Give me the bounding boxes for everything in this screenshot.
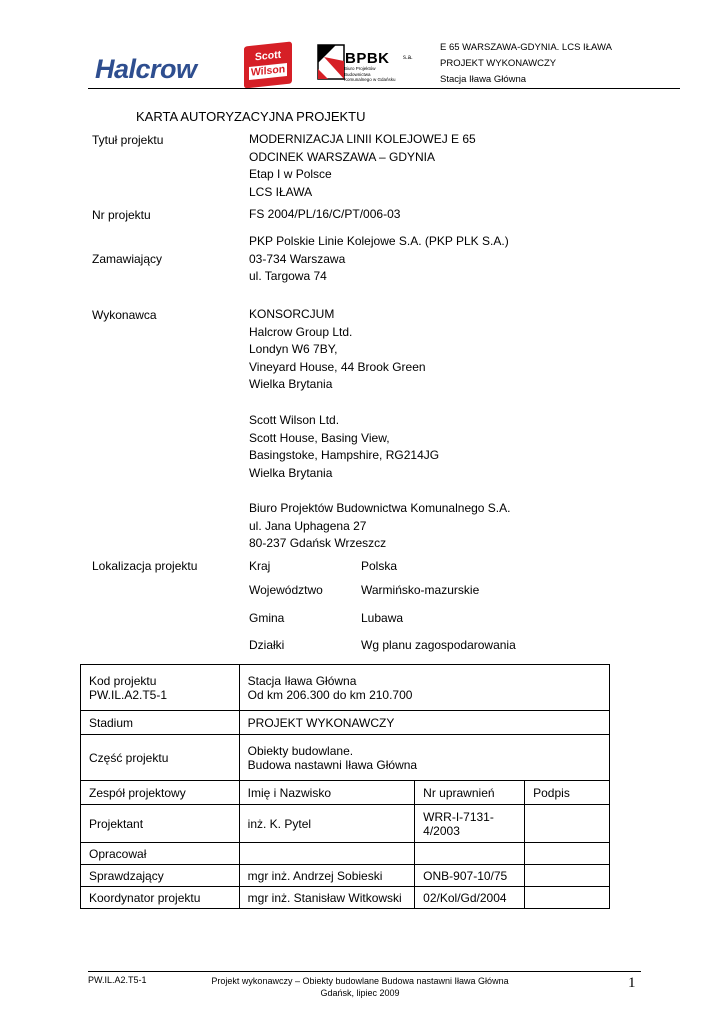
table-row: [81, 805, 610, 843]
scott-wilson-logo-line2: Wilson: [250, 63, 286, 79]
tytul-line: ODCINEK WARSZAWA – GDYNIA: [249, 149, 436, 164]
wykonawca-line: Biuro Projektów Budownictwa Komunalnego S.A.: [249, 501, 511, 515]
role-cell: Koordynator projektu: [81, 887, 240, 909]
bpbk-logo-subtitle: Biuro Projektów Budownictwa Komunalnego w Gdańsku: [344, 66, 396, 82]
wykonawca-line: 80-237 Gdańsk Wrzeszcz: [249, 536, 387, 551]
header-imie: Imię i Nazwisko: [239, 781, 415, 805]
name-cell: mgr inż. Stanisław Witkowski: [239, 887, 415, 909]
scott-wilson-logo-line1: Scott: [254, 48, 282, 64]
tytul-value: [249, 131, 476, 201]
wykonawca-line: ul. Jana Uphagena 27: [249, 518, 367, 533]
lokalizacja-key: Województwo: [249, 583, 323, 597]
tytul-line: Etap I w Polsce: [249, 167, 332, 182]
wykonawca-label: Wykonawca: [92, 308, 157, 322]
kod-label-cell: [81, 665, 240, 711]
lokalizacja-value: Warmińsko-mazurskie: [361, 583, 480, 597]
table-row: [81, 887, 610, 909]
authorization-table: [80, 664, 610, 909]
kod-code: PW.IL.A2.T5-1: [89, 687, 168, 702]
page-number: 1: [628, 975, 636, 991]
license-cell: [415, 805, 525, 843]
tytul-line: MODERNIZACJA LINII KOLEJOWEJ E 65: [249, 132, 476, 146]
signature-cell: [525, 887, 610, 909]
tytul-line: LCS IŁAWA: [249, 184, 313, 199]
bpbk-logo-text: BPBK: [345, 50, 390, 67]
czesc-label: Część projektu: [81, 735, 240, 781]
wykonawca-line: Londyn W6 7BY,: [249, 342, 338, 357]
license-line: WRR-I-7131-: [423, 809, 494, 824]
lokalizacja-key: Gmina: [249, 611, 285, 625]
zamawiajacy-value: [249, 233, 509, 286]
lokalizacja-key: Kraj: [249, 559, 271, 573]
name-cell: [239, 843, 415, 865]
signature-cell: [525, 805, 610, 843]
header-podpis: Podpis: [525, 781, 610, 805]
license-cell: 02/Kol/Gd/2004: [415, 887, 525, 909]
table-row: [81, 711, 610, 735]
table-header-row: [81, 781, 610, 805]
bpbk-logo-icon: [316, 43, 346, 81]
kod-label: Kod projektu: [89, 673, 157, 688]
kod-value-cell: [239, 665, 609, 711]
zamawiajacy-label: Zamawiający: [92, 252, 163, 266]
wykonawca-line: Scott Wilson Ltd.: [249, 413, 340, 427]
header-line-1: E 65 WARSZAWA-GDYNIA. LCS IŁAWA: [440, 42, 612, 53]
scott-wilson-logo: [244, 41, 292, 88]
table-row: [81, 665, 610, 711]
halcrow-logo: Halcrow: [95, 54, 197, 84]
tytul-label: Tytuł projektu: [92, 133, 164, 147]
footer-divider: [88, 971, 641, 972]
name-cell: mgr inż. Andrzej Sobieski: [239, 865, 415, 887]
wykonawca-line: Vineyard House, 44 Brook Green: [249, 359, 426, 374]
license-cell: ONB-907-10/75: [415, 865, 525, 887]
wykonawca-line: KONSORCJUM: [249, 307, 335, 321]
header-zespol: Zespół projektowy: [81, 781, 240, 805]
lokalizacja-value: Polska: [361, 559, 398, 573]
stadium-label: Stadium: [81, 711, 240, 735]
wykonawca-block-2: [249, 412, 439, 482]
document-title: KARTA AUTORYZACYJNA PROJEKTU: [136, 109, 366, 124]
footer-line: Projekt wykonawczy – Obiekty budowlane Budowa nastawni Iława Główna: [211, 976, 509, 986]
wykonawca-line: Scott House, Basing View,: [249, 430, 390, 445]
role-cell: Projektant: [81, 805, 240, 843]
header-line-2: PROJEKT WYKONAWCZY: [440, 58, 557, 69]
signature-cell: [525, 843, 610, 865]
license-line: 4/2003: [423, 823, 460, 838]
czesc-value-line: Budowa nastawni Iława Główna: [247, 757, 418, 772]
kod-value-line: Stacja Iława Główna: [247, 673, 357, 688]
wykonawca-block-3: [249, 500, 510, 553]
wykonawca-line: Wielka Brytania: [249, 465, 333, 480]
header-line-3: Stacja Iława Główna: [440, 74, 527, 85]
signature-cell: [525, 865, 610, 887]
lokalizacja-key: Działki: [249, 638, 285, 652]
wykonawca-line: Wielka Brytania: [249, 377, 333, 392]
wykonawca-line: Basingstoke, Hampshire, RG214JG: [249, 448, 440, 463]
header-info: [440, 40, 612, 88]
kod-value-line: Od km 206.300 do km 210.700: [247, 687, 413, 702]
header-divider: [88, 88, 680, 89]
role-cell: Sprawdzający: [81, 865, 240, 887]
wykonawca-block-1: [249, 306, 426, 394]
stadium-value: PROJEKT WYKONAWCZY: [239, 711, 609, 735]
header-nr: Nr uprawnień: [415, 781, 525, 805]
zamawiajacy-line: 03-734 Warszawa: [249, 251, 346, 266]
table-row: [81, 843, 610, 865]
license-cell: [415, 843, 525, 865]
table-row: [81, 865, 610, 887]
bpbk-logo-sa: s.a.: [403, 55, 413, 61]
name-cell: inż. K. Pytel: [239, 805, 415, 843]
footer-description: [200, 975, 520, 999]
lokalizacja-value: Wg planu zagospodarowania: [361, 638, 516, 652]
lokalizacja-value: Lubawa: [361, 611, 404, 625]
czesc-value-cell: [239, 735, 609, 781]
role-cell: Opracował: [81, 843, 240, 865]
table-row: [81, 735, 610, 781]
wykonawca-line: Halcrow Group Ltd.: [249, 324, 353, 339]
czesc-value-line: Obiekty budowlane.: [247, 743, 354, 758]
footer-code: PW.IL.A2.T5-1: [88, 975, 147, 985]
footer-line: Gdańsk, lipiec 2009: [320, 988, 400, 998]
lokalizacja-label: Lokalizacja projektu: [92, 559, 198, 573]
zamawiajacy-line: PKP Polskie Linie Kolejowe S.A. (PKP PLK S.A.): [249, 234, 509, 248]
nr-value: FS 2004/PL/16/C/PT/006-03: [249, 207, 401, 221]
zamawiajacy-line: ul. Targowa 74: [249, 269, 327, 284]
nr-label: Nr projektu: [92, 208, 151, 222]
